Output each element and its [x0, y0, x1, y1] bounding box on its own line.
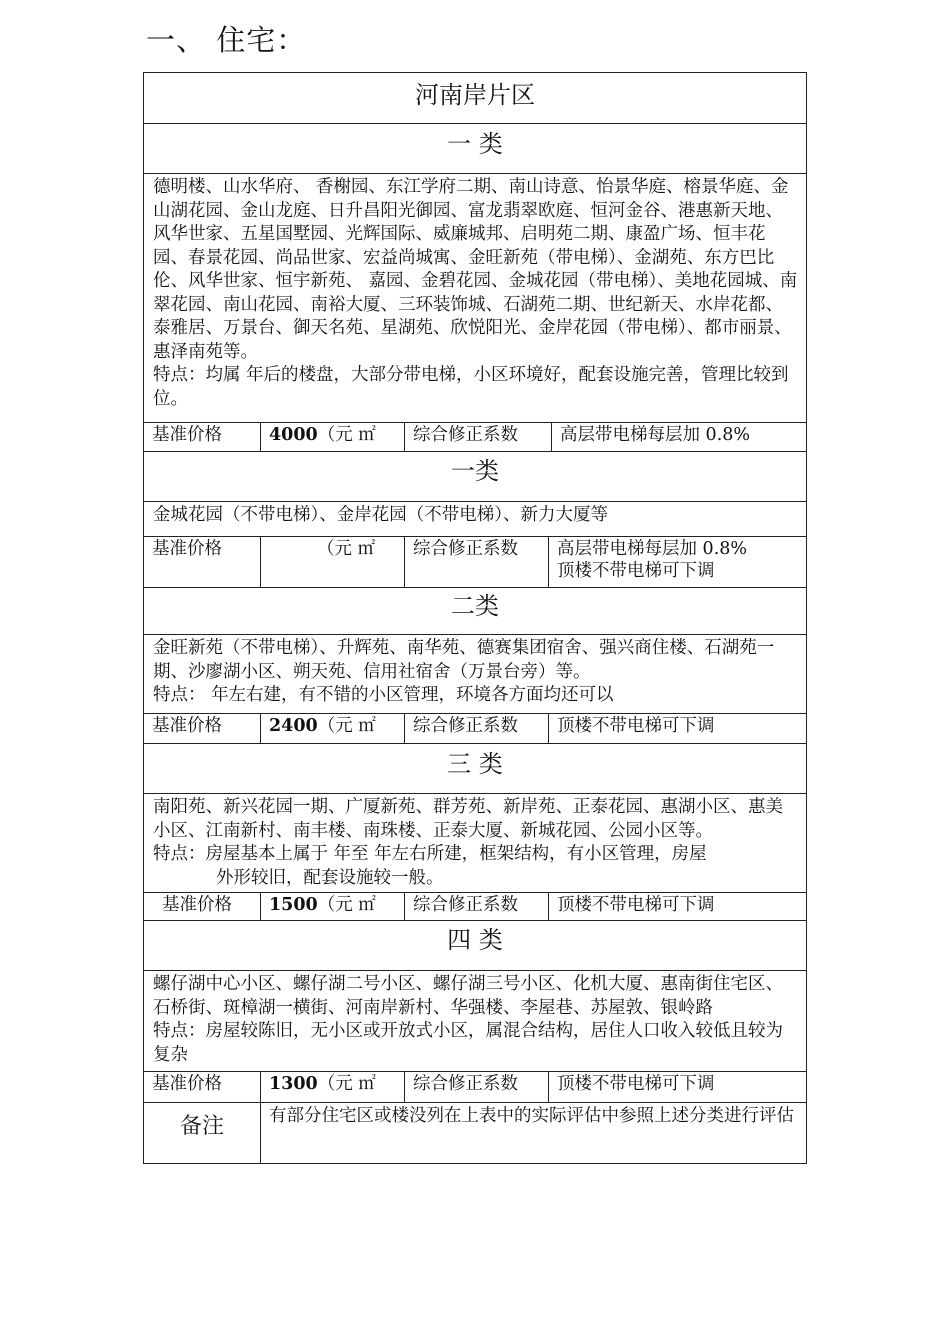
note-label: 备注	[179, 1114, 224, 1139]
price-value: 4000（元 ㎡	[260, 423, 404, 451]
coef-label: 综合修正系数	[404, 423, 551, 451]
price-row	[143, 423, 807, 452]
section-desc	[143, 635, 807, 714]
price-label: 基准价格	[162, 895, 232, 915]
price-row	[143, 537, 807, 588]
note-row	[143, 1103, 807, 1164]
coef-value: 高层带电梯每层加 0.8% 顶楼不带电梯可下调	[548, 537, 806, 587]
feature-text: 特点：房屋基本上属于 年至 年左右所建，框架结构，有小区管理，房屋	[153, 844, 707, 864]
coef-label: 综合修正系数	[404, 537, 548, 587]
price-row	[143, 714, 807, 744]
price-label: 基准价格	[152, 1074, 222, 1094]
section-desc	[143, 971, 807, 1072]
coef-label: 综合修正系数	[404, 714, 548, 743]
price-row	[143, 1072, 807, 1103]
price-row	[143, 893, 807, 921]
estate-list: 德明楼、山水华府、 香榭园、东江学府二期、南山诗意、怡景华庭、榕景华庭、金山湖花园、金山龙庭、日升昌阳光御园、富龙翡翠欧庭、恒河金谷、港惠新天地、风华世家、五星国墅园、光辉国际、威廉城邦、启明苑二期、康盈广场、恒丰花园、春景花园、尚品世家、宏益尚城寓、金旺新苑（带电梯）、金湖苑、东方巴比伦、风华世家、恒宇新苑、 嘉园、金碧花园、金城花园（带电梯）、美地花园城、南翠花园、南山花园、南裕大厦、三环装饰城、石湖苑二期、世纪新天、水岸花都、泰雅居、万景台、御天名苑、星湖苑、欣悦阳光、金岸花园（带电梯）、都市丽景、惠泽南苑等。	[153, 177, 798, 362]
price-value: 2400（元 ㎡	[260, 714, 404, 743]
feature-text: 特点：均属 年后的楼盘，大部分带电梯，小区环境好，配套设施完善，管理比较到位。	[153, 365, 789, 409]
estate-list: 南阳苑、新兴花园一期、广厦新苑、群芳苑、新岸苑、正泰花园、惠湖小区、惠美小区、江南新村、南丰楼、南珠楼、正泰大厦、新城花园、公园小区等。	[153, 797, 783, 841]
page-heading: 一、 住宅：	[146, 23, 307, 57]
price-label: 基准价格	[152, 425, 222, 445]
feature-text: 特点： 年左右建，有不错的小区管理，环境各方面均还可以	[153, 685, 614, 705]
estate-list: 金城花园（不带电梯）、金岸花园（不带电梯）、新力大厦等	[153, 505, 608, 525]
feature-text: 特点：房屋较陈旧，无小区或开放式小区，属混合结构，居住人口收入较低且较为复杂	[153, 1021, 783, 1065]
coef-label: 综合修正系数	[404, 893, 548, 920]
estate-list: 螺仔湖中心小区、螺仔湖二号小区、螺仔湖三号小区、化机大厦、惠南街住宅区、石桥街、斑樟湖一横街、河南岸新村、华强楼、李屋巷、苏屋敦、银岭路	[153, 974, 783, 1018]
section-title: 三 类	[143, 744, 807, 794]
price-value: 1500（元 ㎡	[260, 893, 404, 920]
section-desc	[143, 174, 807, 423]
coef-value: 高层带电梯每层加 0.8%	[551, 423, 806, 451]
section-desc	[143, 502, 807, 537]
section-desc	[143, 794, 807, 893]
section-title: 一 类	[143, 124, 807, 174]
coef-label: 综合修正系数	[404, 1072, 548, 1102]
section-title: 四 类	[143, 921, 807, 971]
section-title: 一类	[143, 452, 807, 502]
price-table	[143, 72, 807, 1164]
price-label: 基准价格	[152, 716, 222, 736]
district-title: 河南岸片区	[143, 72, 807, 124]
section-title: 二类	[143, 588, 807, 635]
coef-value: 顶楼不带电梯可下调	[548, 893, 806, 920]
note-text: 有部分住宅区或楼没列在上表中的实际评估中参照上述分类进行评估	[260, 1103, 806, 1163]
coef-value: 顶楼不带电梯可下调	[548, 1072, 806, 1102]
feature-text-cont: 外形较旧，配套设施较一般。	[216, 867, 444, 888]
price-label: 基准价格	[152, 539, 222, 559]
price-value: 1300（元 ㎡	[260, 1072, 404, 1102]
coef-value: 顶楼不带电梯可下调	[548, 714, 806, 743]
price-value: （元 ㎡	[260, 537, 404, 587]
estate-list: 金旺新苑（不带电梯）、升辉苑、南华苑、德赛集团宿舍、强兴商住楼、石湖苑一期、沙廖湖小区、朔天苑、信用社宿舍（万景台旁）等。	[153, 638, 775, 682]
